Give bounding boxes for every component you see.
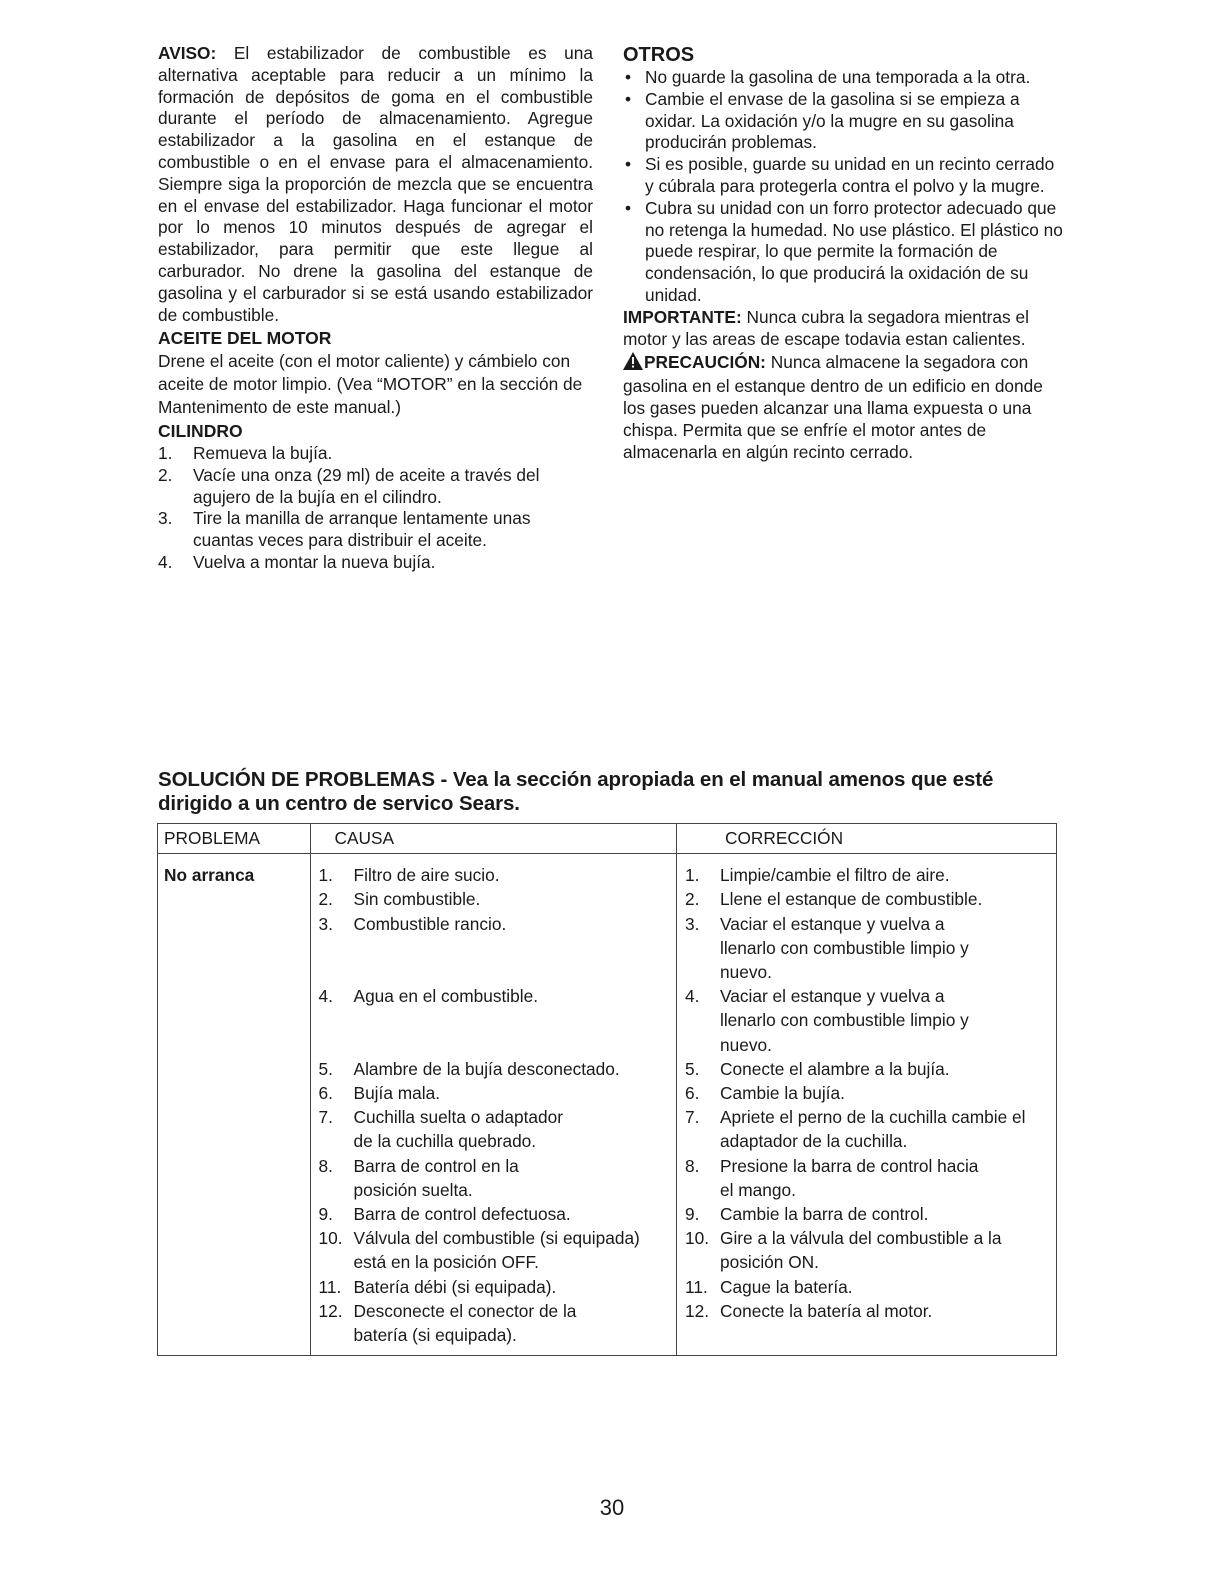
problem-cell: No arranca [158,854,311,1356]
item-number: 10. [685,1228,710,1249]
item-text: Presione la barra de control hacia el mango. [720,1155,979,1200]
correction-item [685,912,1000,985]
troubleshooting-table [157,823,1057,1356]
bullet-icon: • [625,88,632,109]
item-text: Válvula del combustible (si equipada) está en la posición OFF. [353,1228,640,1273]
item-number: 5. [685,1058,700,1079]
item-text: Conecte el alambre a la bujía. [720,1058,950,1079]
item-number: 9. [685,1204,700,1225]
otros-item [623,89,1063,154]
item-text: Conecte la batería al motor. [720,1300,933,1321]
item-number: 9. [318,1204,333,1225]
cause-item [319,1105,584,1153]
header-causa: CAUSA [310,824,676,854]
otros-item [623,154,1063,198]
item-number: 12. [318,1300,343,1321]
item-number: 2. [685,889,700,910]
cause-item [319,1202,670,1226]
item-text: Gire a la válvula del combustible a la posición ON. [720,1228,1002,1273]
otros-item-text: Cubra su unidad con un forro protector adecuado que no retenga la humedad. No use plástico. El plástico no puede respirar, lo que permite la formación de condensación, lo que producirá la oxidación de su unidad. [645,197,1063,305]
item-text: Apriete el perno de la cuchilla cambie el adaptador de la cuchilla. [720,1107,1026,1152]
step-number: 2. [158,464,173,485]
warning-triangle-icon [623,352,643,376]
item-text: Alambre de la bujía desconectado. [353,1058,620,1079]
bullet-icon: • [625,154,632,175]
item-number: 8. [685,1155,700,1176]
step-number: 1. [158,442,173,463]
item-number: 3. [685,913,700,934]
cilindro-step [158,443,593,465]
bullet-icon: • [625,197,632,218]
item-text: Llene el estanque de combustible. [720,889,983,910]
step-number: 3. [158,508,173,529]
cause-item [319,1057,670,1081]
cause-item [319,1154,554,1202]
aviso-paragraph [158,43,593,326]
header-problema: PROBLEMA [158,824,311,854]
cilindro-heading: CILINDRO [158,421,243,442]
importante-paragraph [623,307,1063,351]
step-number: 4. [158,551,173,572]
item-number: 1. [685,865,700,886]
aviso-text: El estabilizador de combustible es una alternativa aceptable para reducir a un mínimo la formación de depósitos de goma en el combustible durante el período de almacenamiento. Agregue estabilizador a la gasolina en el estanque de combustible o en el envase para el almacenamiento. Siempre siga la proporción de mezcla que se encuentra en el envase del estabilizador. Haga funcionar el motor por lo menos 10 minutos después de agregar el estabilizador, para permitir que este llegue al carburador. No drene la gasolina del estanque de gasolina y el carburador si se está usando estabilizador de combustible. [158,43,593,325]
left-column [158,43,593,574]
cause-item [319,1226,654,1274]
otros-heading: OTROS [623,44,695,66]
item-number: 5. [318,1058,333,1079]
item-text: Bujía mala. [353,1083,440,1103]
step-text: Vacíe una onza (29 ml) de aceite a través del agujero de la bujía en el cilindro. [193,464,540,507]
table-row [158,854,1057,1356]
cause-item [319,1299,584,1347]
item-text: Vaciar el estanque y vuelva a llenarlo con combustible limpio y nuevo. [720,986,969,1055]
correction-item [685,984,1000,1057]
cause-item [319,912,670,985]
step-text: Tire la manilla de arranque lentamente unas cuantas veces para distribuir el aceite. [193,508,531,551]
cause-item [319,984,670,1057]
otros-item [623,198,1063,307]
item-text: Barra de control defectuosa. [353,1204,571,1225]
step-text: Vuelva a montar la nueva bujía. [193,551,436,572]
causes-list [319,863,670,1347]
item-number: 2. [318,889,333,910]
correction-item [685,1081,1050,1105]
item-number: 11. [685,1276,708,1297]
aceite-heading: ACEITE DEL MOTOR [158,328,332,349]
precaucion-label: PRECAUCIÓN: [644,352,766,373]
item-number: 10. [318,1228,343,1249]
otros-item [623,67,1063,89]
cilindro-step [158,552,593,574]
item-text: Barra de control en la posición suelta. [353,1155,519,1200]
correction-item [685,1226,1040,1274]
correction-item [685,1057,1050,1081]
item-text: Desconecte el conector de la batería (si equipada). [353,1300,577,1346]
item-text: Batería débi (si equipada). [353,1276,557,1297]
correction-item [685,863,1050,887]
item-text: Cambie la barra de control. [720,1204,929,1225]
cause-item [319,1081,670,1105]
cilindro-steps [158,443,593,574]
correction-item [685,1154,980,1202]
item-number: 4. [685,986,700,1007]
table-header-row [158,824,1057,854]
troubleshooting-title: SOLUCIÓN DE PROBLEMAS - Vea la sección apropiada en el manual amenos que esté dirigido a un centro de servico Sears. [158,768,994,815]
otros-list [623,67,1063,307]
importante-label: IMPORTANTE: [623,306,742,327]
item-text: Vaciar el estanque y vuelva a llenarlo con combustible limpio y nuevo. [720,913,969,983]
item-number: 6. [685,1083,700,1104]
item-number: 7. [685,1107,700,1128]
item-number: 3. [318,913,333,934]
cause-item [319,1275,670,1299]
corrections-list [685,863,1050,1323]
right-column [623,43,1063,463]
precaucion-paragraph [623,352,1063,463]
item-text: Filtro de aire sucio. [353,865,500,886]
step-text: Remueva la bujía. [193,442,333,463]
item-text: Sin combustible. [353,889,481,910]
item-text: Agua en el combustible. [353,986,538,1007]
correction-item [685,1202,1050,1226]
bullet-icon: • [625,67,632,87]
importante-text: Nunca cubra la segadora mientras el motor y las areas de escape todavia estan calientes. [623,306,1029,349]
causes-cell [310,854,676,1356]
cause-item [319,863,670,887]
cause-item [319,887,670,911]
item-text: Cambie la bujía. [720,1083,845,1104]
page-number: 30 [599,1495,625,1520]
item-text: Cuchilla suelta o adaptador de la cuchilla quebrado. [353,1107,563,1152]
correction-item [685,1299,1050,1323]
correction-item [685,1105,1050,1153]
cilindro-step [158,508,593,552]
correction-item [685,1275,1050,1299]
cilindro-step [158,465,593,509]
correction-item [685,887,1050,911]
item-text: Combustible rancio. [353,913,507,934]
item-number: 11. [318,1276,342,1297]
otros-item-text: No guarde la gasolina de una temporada a la otra. [645,67,1031,87]
item-number: 7. [318,1107,333,1128]
header-correccion: CORRECCIÓN [677,824,1057,854]
aviso-label: AVISO: [158,43,217,63]
item-number: 1. [318,865,333,886]
item-number: 6. [318,1083,333,1103]
corrections-cell [677,854,1057,1356]
item-text: Limpie/cambie el filtro de aire. [720,865,950,886]
item-number: 12. [685,1300,710,1321]
otros-item-text: Cambie el envase de la gasolina si se empieza a oxidar. La oxidación y/o la mugre en su gasolina producirán problemas. [645,88,1020,153]
item-number: 4. [318,986,333,1007]
item-text: Cague la batería. [720,1276,853,1297]
item-number: 8. [318,1155,333,1176]
precaucion-text: Nunca almacene la segadora con gasolina en el estanque dentro de un edificio en donde los gases pueden alcanzar una llama expuesta o una chispa. Permita que se enfríe el motor antes de almacenarla en algún recinto cerrado. [623,352,1043,462]
aceite-text: Drene el aceite (con el motor caliente) y cámbielo con aceite de motor limpio. (Vea “MOTOR” en la sección de Mantenimento de este manual.) [158,351,583,418]
otros-item-text: Si es posible, guarde su unidad en un recinto cerrado y cúbrala para protegerla contra el polvo y la mugre. [645,154,1055,196]
